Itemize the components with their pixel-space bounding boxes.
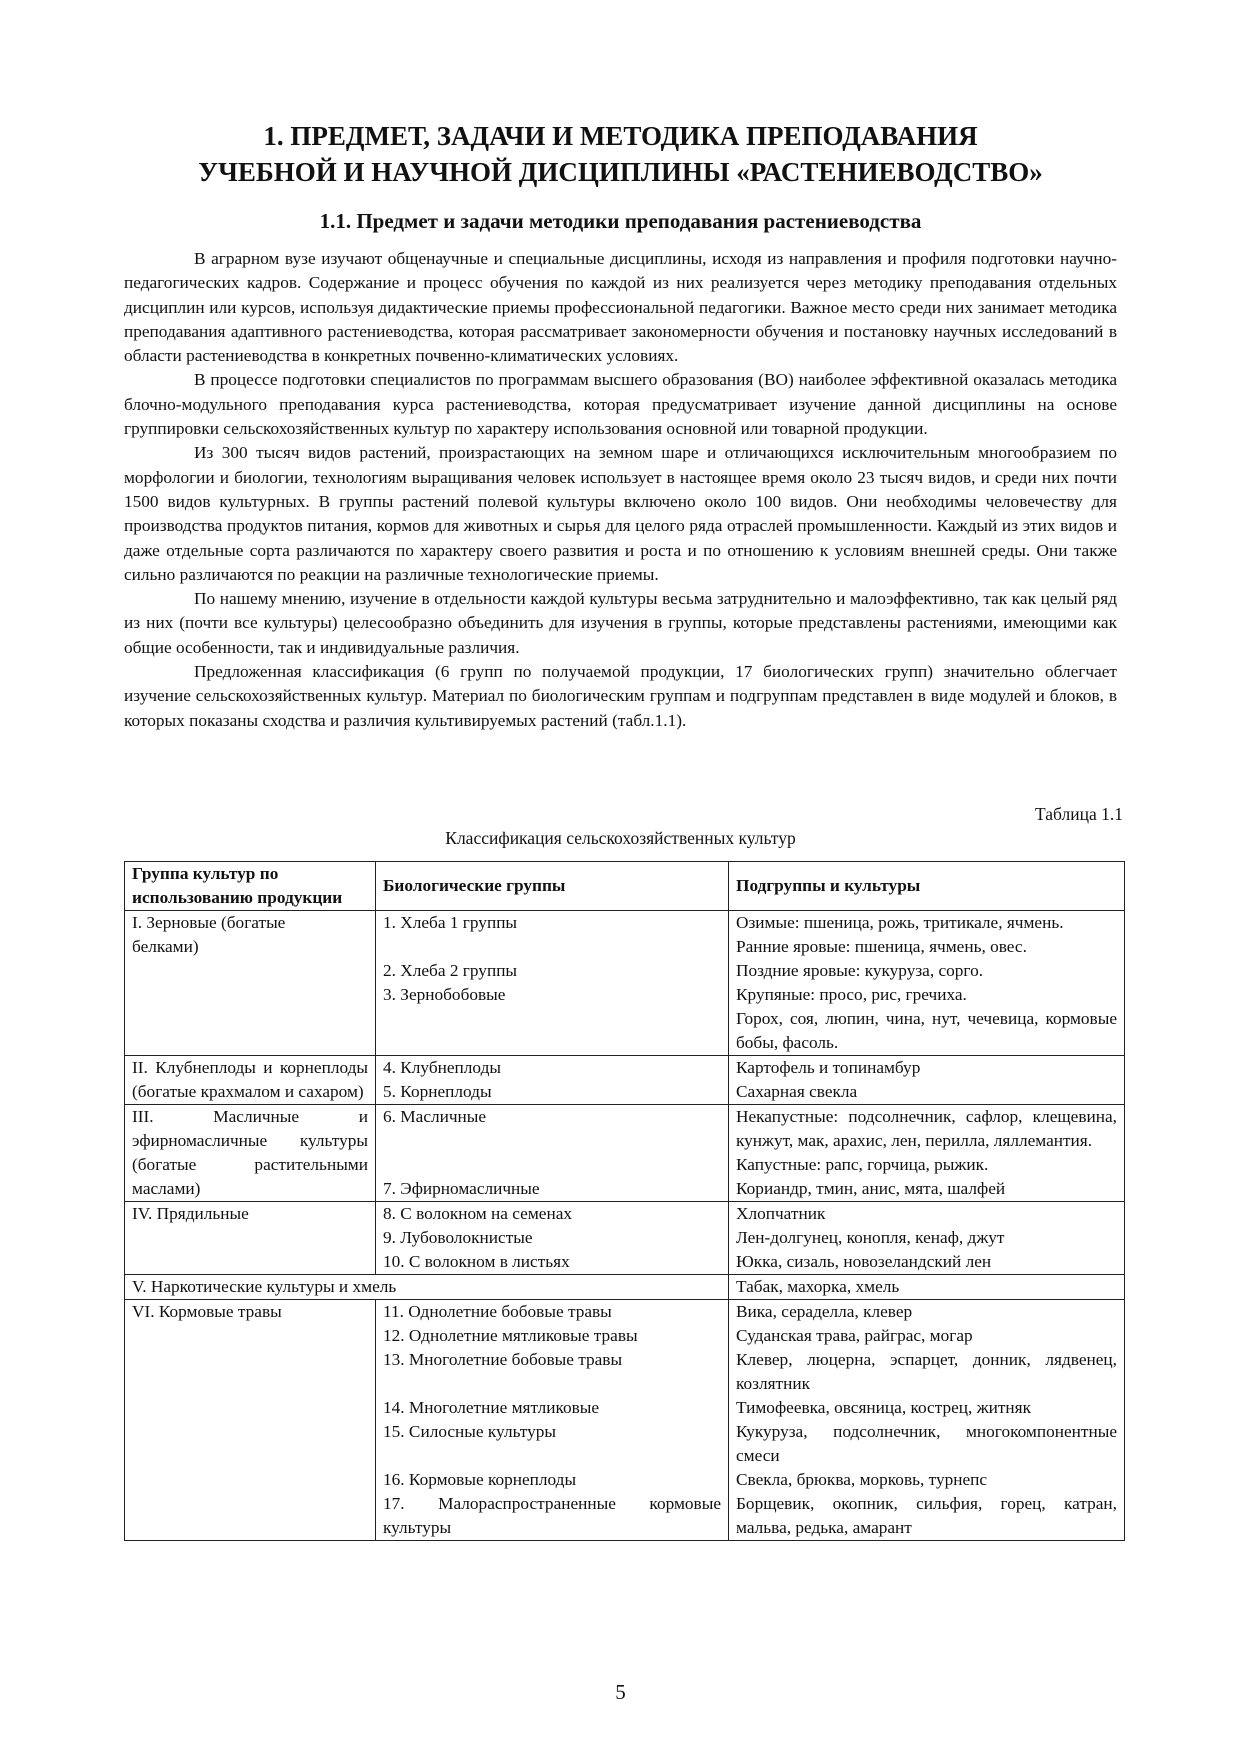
sub-line: Крупяные: просо, рис, гречиха.	[736, 985, 967, 1004]
group-cell: V. Наркотические культуры и хмель	[125, 1275, 729, 1300]
bio-cell	[376, 911, 729, 1056]
sub-line: Горох, соя, люпин, чина, нут, чечевица, кормовые бобы, фасоль.	[736, 1009, 1117, 1052]
bio-cell	[376, 1300, 729, 1541]
chapter-heading	[124, 118, 1117, 190]
bio-line: 16. Кормовые корнеплоды	[383, 1470, 577, 1489]
spacer	[383, 935, 721, 959]
paragraph: В процессе подготовки специалистов по программам высшего образования (ВО) наиболее эффективной оказалась методика блочно-модульного преподавания курса растениеводства, которая предусматривает изучение данной дисциплины на основе группировки сельскохозяйственных культур по характеру использования основной или товарной продукции.	[124, 370, 1117, 439]
sub-cell	[729, 1056, 1125, 1105]
spacer	[383, 1129, 721, 1153]
sub-line: Суданская трава, райграс, могар	[736, 1326, 973, 1345]
group-cell: II. Клубнеплоды и корнеплоды (богатые крахмалом и сахаром)	[125, 1056, 376, 1105]
sub-line: Клевер, люцерна, эспарцет, донник, лядвенец, козлятник	[736, 1350, 1117, 1393]
paragraph: Из 300 тысяч видов растений, произрастающих на земном шаре и отличающихся исключительным многообразием по морфологии и биологии, технологиям выращивания человек использует в настоящее время около 23 тысяч видов, и среди них почти 1500 видов культурных. В группы растений полевой культуры включено около 100 видов. Они необходимы человечеству для производства продуктов питания, кормов для животных и сырья для целого ряда отраслей промышленности. Каждый из этих видов и даже отдельные сорта различаются по характеру своего развития и роста и по отношению к условиям внешней среды. Они также сильно различаются по реакции на различные технологические приемы.	[124, 443, 1117, 584]
spacer	[383, 1153, 721, 1177]
header-sub: Подгруппы и культуры	[729, 862, 1125, 911]
sub-line: Ранние яровые: пшеница, ячмень, овес.	[736, 937, 1027, 956]
group-cell: IV. Прядильные	[125, 1202, 376, 1275]
sub-line: Кориандр, тмин, анис, мята, шалфей	[736, 1179, 1006, 1198]
bio-line: 8. С волокном на семенах	[383, 1204, 573, 1223]
spacer	[383, 1372, 721, 1396]
sub-line: Табак, махорка, хмель	[736, 1277, 900, 1296]
sub-line: Кукуруза, подсолнечник, многокомпонентные смеси	[736, 1422, 1117, 1465]
header-group: Группа культур по использованию продукции	[125, 862, 376, 911]
bio-line: 9. Лубоволокнистые	[383, 1228, 533, 1247]
sub-line: Хлопчатник	[736, 1204, 826, 1223]
bio-cell	[376, 1105, 729, 1202]
table-row	[125, 1202, 1125, 1275]
table-row	[125, 1275, 1125, 1300]
bio-cell	[376, 1056, 729, 1105]
bio-line: 14. Многолетние мятликовые	[383, 1398, 600, 1417]
table-row	[125, 1105, 1125, 1202]
group-cell: VI. Кормовые травы	[125, 1300, 376, 1541]
sub-cell	[729, 1105, 1125, 1202]
bio-line: 4. Клубнеплоды	[383, 1058, 501, 1077]
sub-line: Картофель и топинамбур	[736, 1058, 921, 1077]
table-row	[125, 1056, 1125, 1105]
paragraph: Предложенная классификация (6 групп по получаемой продукции, 17 биологических групп) значительно облегчает изучение сельскохозяйственных культур. Материал по биологическим группам и подгруппам представлен в виде модулей и блоков, в которых показаны сходства и различия культивируемых растений (табл.1.1).	[124, 662, 1117, 730]
sub-line: Некапустные: подсолнечник, сафлор, клещевина, кунжут, мак, арахис, лен, перилла, ляллемантия.	[736, 1107, 1117, 1150]
table-row	[125, 911, 1125, 1056]
bio-line: 15. Силосные культуры	[383, 1422, 557, 1441]
bio-line: 2. Хлеба 2 группы	[383, 961, 518, 980]
bio-line: 6. Масличные	[383, 1107, 487, 1126]
bio-line: 3. Зернобобовые	[383, 985, 506, 1004]
sub-cell	[729, 1275, 1125, 1300]
sub-cell	[729, 911, 1125, 1056]
header-bio: Биологические группы	[376, 862, 729, 911]
sub-line: Сахарная свекла	[736, 1082, 858, 1101]
spacer	[383, 1444, 721, 1468]
bio-line: 11. Однолетние бобовые травы	[383, 1302, 612, 1321]
sub-line: Юкка, сизаль, новозеландский лен	[736, 1252, 992, 1271]
bio-line: 12. Однолетние мятликовые травы	[383, 1326, 638, 1345]
table-header-row	[125, 862, 1125, 911]
paragraph: В аграрном вузе изучают общенаучные и специальные дисциплины, исходя из направления и профиля подготовки научно-педагогических кадров. Содержание и процесс обучения по каждой из них реализуется через методику преподавания отдельных дисциплин или курсов, используя дидактические приемы профессиональной педагогики. Важное место среди них занимает методика преподавания адаптивного растениеводства, которая рассматривает закономерности обучения и постановку научных исследований в области растениеводства в конкретных почвенно-климатических условиях.	[124, 249, 1117, 366]
bio-line: 7. Эфирномасличные	[383, 1179, 540, 1198]
chapter-heading-line-1: 1. ПРЕДМЕТ, ЗАДАЧИ И МЕТОДИКА ПРЕПОДАВАНИЯ	[263, 121, 978, 151]
section-heading: 1.1. Предмет и задачи методики преподавания растениеводства	[319, 209, 922, 233]
paragraph: По нашему мнению, изучение в отдельности каждой культуры весьма затруднительно и малоэффективно, так как целый ряд из них (почти все культуры) целесообразно объединить для изучения в группы, которые представлены растениями, имеющими как общие особенности, так и индивидуальные различия.	[124, 589, 1117, 657]
table-row	[125, 1300, 1125, 1541]
bio-line: 13. Многолетние бобовые травы	[383, 1350, 623, 1369]
table-label: Таблица 1.1	[1035, 804, 1123, 824]
bio-cell	[376, 1202, 729, 1275]
chapter-heading-line-2: УЧЕБНОЙ И НАУЧНОЙ ДИСЦИПЛИНЫ «РАСТЕНИЕВОДСТВО»	[198, 157, 1043, 187]
sub-line: Поздние яровые: кукуруза, сорго.	[736, 961, 984, 980]
bio-line: 10. С волокном в листьях	[383, 1252, 570, 1271]
body-text	[124, 247, 1117, 733]
group-cell: I. Зерновые (богатые белками)	[125, 911, 376, 1056]
page-number: 5	[615, 1680, 626, 1704]
bio-line: 17. Малораспространенные кормовые культуры	[383, 1494, 721, 1537]
sub-line: Озимые: пшеница, рожь, тритикале, ячмень.	[736, 913, 1064, 932]
sub-line: Лен-долгунец, конопля, кенаф, джут	[736, 1228, 1005, 1247]
sub-line: Капустные: рапс, горчица, рыжик.	[736, 1155, 989, 1174]
table-title: Классификация сельскохозяйственных культур	[445, 828, 796, 848]
sub-line: Вика, сераделла, клевер	[736, 1302, 913, 1321]
sub-line: Тимофеевка, овсяница, кострец, житняк	[736, 1398, 1032, 1417]
classification-table	[124, 861, 1125, 1541]
bio-line: 1. Хлеба 1 группы	[383, 913, 518, 932]
sub-line: Борщевик, окопник, сильфия, горец, катран, мальва, редька, амарант	[736, 1494, 1117, 1537]
group-cell: III. Масличные и эфирномасличные культуры (богатые растительными маслами)	[125, 1105, 376, 1202]
sub-cell	[729, 1300, 1125, 1541]
bio-line: 5. Корнеплоды	[383, 1082, 492, 1101]
sub-line: Свекла, брюква, морковь, турнепс	[736, 1470, 988, 1489]
sub-cell	[729, 1202, 1125, 1275]
